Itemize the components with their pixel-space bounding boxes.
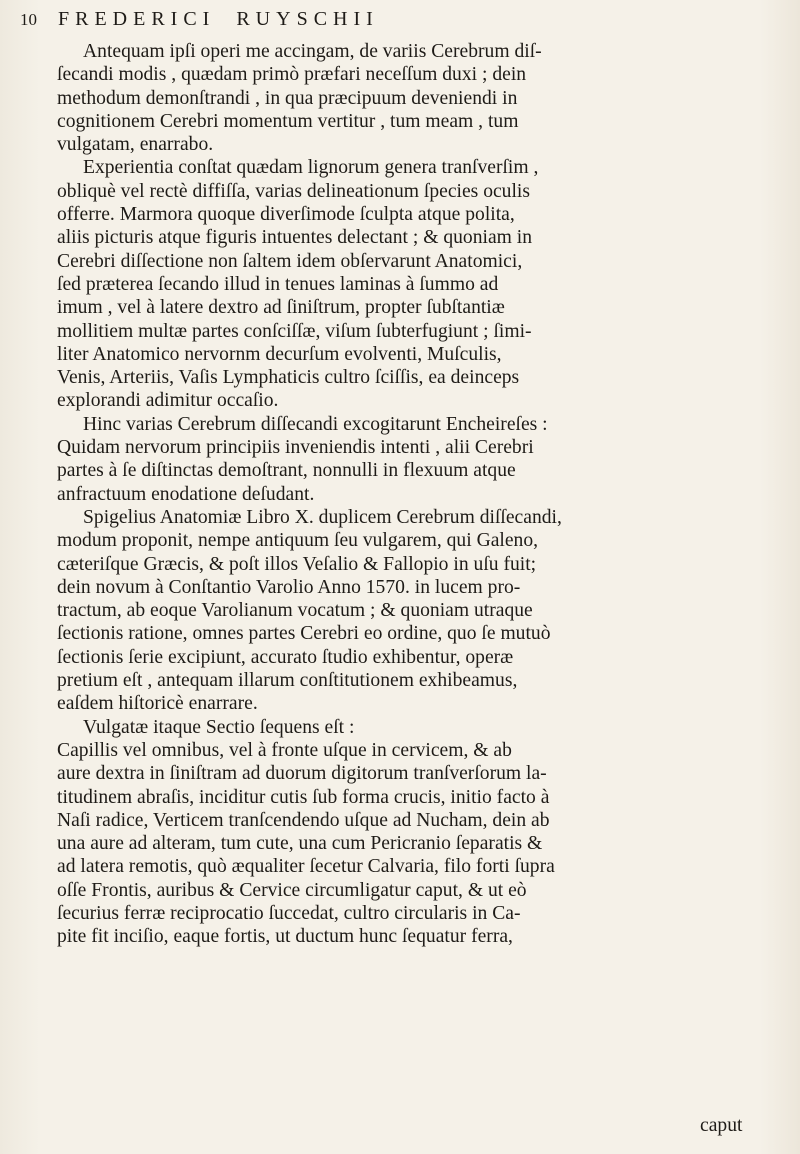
text-line: Experientia conſtat quædam lignorum genera tranſverſim , [83,157,539,179]
text-line: pite fit inciſio, eaque fortis, ut ductum hunc ſequatur ferra, [57,926,513,948]
text-line: cognitionem Cerebri momentum vertitur , tum meam , tum [57,110,519,132]
text-line: Quidam nervorum principiis inveniendis intenti , alii Cerebri [57,437,534,459]
text-line: aure dextra in ſiniſtram ad duorum digitorum tranſverſorum la- [57,763,547,785]
text-line: aliis picturis atque figuris intuentes delectant ; & quoniam in [57,227,533,249]
text-line: eaſdem hiſtoricè enarrare. [57,693,258,715]
text-line: Hinc varias Cerebrum diſſecandi excogitarunt Encheireſes : [83,413,548,435]
text-line: ſecandi modis , quædam primò præfari neceſſum duxi ; dein [57,64,527,86]
text-line: anfractuum enodatione deſudant. [57,483,315,505]
text-line: ſectionis ſerie excipiunt, accurato ſtudio exhibentur, operæ [57,646,514,668]
running-title: FREDERICI RUYSCHII [58,8,379,30]
text-line: tractum, ab eoque Varolianum vocatum ; & quoniam utraque [57,600,533,622]
text-line: ſecurius ferræ reciprocatio ſuccedat, cultro circularis in Ca- [57,902,521,924]
text-line: cæteriſque Græcis, & poſt illos Veſalio & Fallopio in uſu fuit; [57,553,537,575]
paragraph [57,413,777,506]
catchword: caput [700,1115,743,1136]
text-line: partes à ſe diſtinctas demoſtrant, nonnulli in flexuum atque [57,460,516,482]
text-line: ſed præterea ſecando illud in tenues laminas à ſummo ad [57,273,499,295]
text-line: Cerebri diſſectione non ſaltem idem obſervarunt Anatomici, [57,250,523,272]
text-line: oſſe Frontis, auribus & Cervice circumligatur caput, & ut eò [57,879,527,901]
text-line: Spigelius Anatomiæ Libro X. duplicem Cerebrum diſſecandi, [83,506,562,528]
text-line: una aure ad alteram, tum cute, una cum Pericranio ſeparatis & [57,833,543,855]
text-line: dein novum à Conſtantio Varolio Anno 1570. in lucem pro- [57,576,521,598]
text-line: methodum demonſtrandi , in qua præcipuum deveniendi in [57,87,518,109]
text-line: obliquè vel rectè diffiſſa, varias delineationum ſpecies oculis [57,180,530,202]
text-line: Capillis vel omnibus, vel à fronte uſque in cervicem, & ab [57,739,512,761]
text-line: ad latera remotis, quò æqualiter ſecetur Calvaria, filo forti ſupra [57,856,555,878]
text-line: ſectionis ratione, omnes partes Cerebri eo ordine, quo ſe mutuò [57,623,551,645]
text-line: explorandi adimitur occaſio. [57,390,279,412]
text-line: liter Anatomico nervornm decurſum evolventi, Muſculis, [57,343,502,365]
text-line: imum , vel à latere dextro ad ſiniſtrum, propter ſubſtantiæ [57,297,505,319]
page-header [20,6,780,40]
paragraph [57,40,777,156]
text-line: Venis, Arteriis, Vaſis Lymphaticis cultro ſciſſis, ea deinceps [57,367,520,389]
text-line: modum proponit, nempe antiquum ſeu vulgarem, qui Galeno, [57,530,539,552]
text-line: Naſi radice, Verticem tranſcendendo uſque ad Nucham, dein ab [57,809,550,831]
text-line: mollitiem multæ partes conſciſſæ, viſum ſubterfugiunt ; ſimi- [57,320,532,342]
paragraph [57,716,777,949]
text-line: offerre. Marmora quoque diverſimode ſculpta atque polita, [57,204,515,226]
text-line: titudinem abraſis, inciditur cutis ſub forma crucis, initio facto à [57,786,550,808]
body-text [57,40,777,949]
text-line: vulgatam, enarrabo. [57,134,214,156]
text-line: Antequam ipſi operi me accingam, de variis Cerebrum diſ- [83,41,542,62]
text-line: Vulgatæ itaque Sectio ſequens eſt : [83,716,355,738]
page-number: 10 [20,10,37,29]
paragraph [57,506,777,716]
paragraph [57,156,777,412]
text-line: pretium eſt , antequam illarum conſtitutionem exhibeamus, [57,670,518,692]
